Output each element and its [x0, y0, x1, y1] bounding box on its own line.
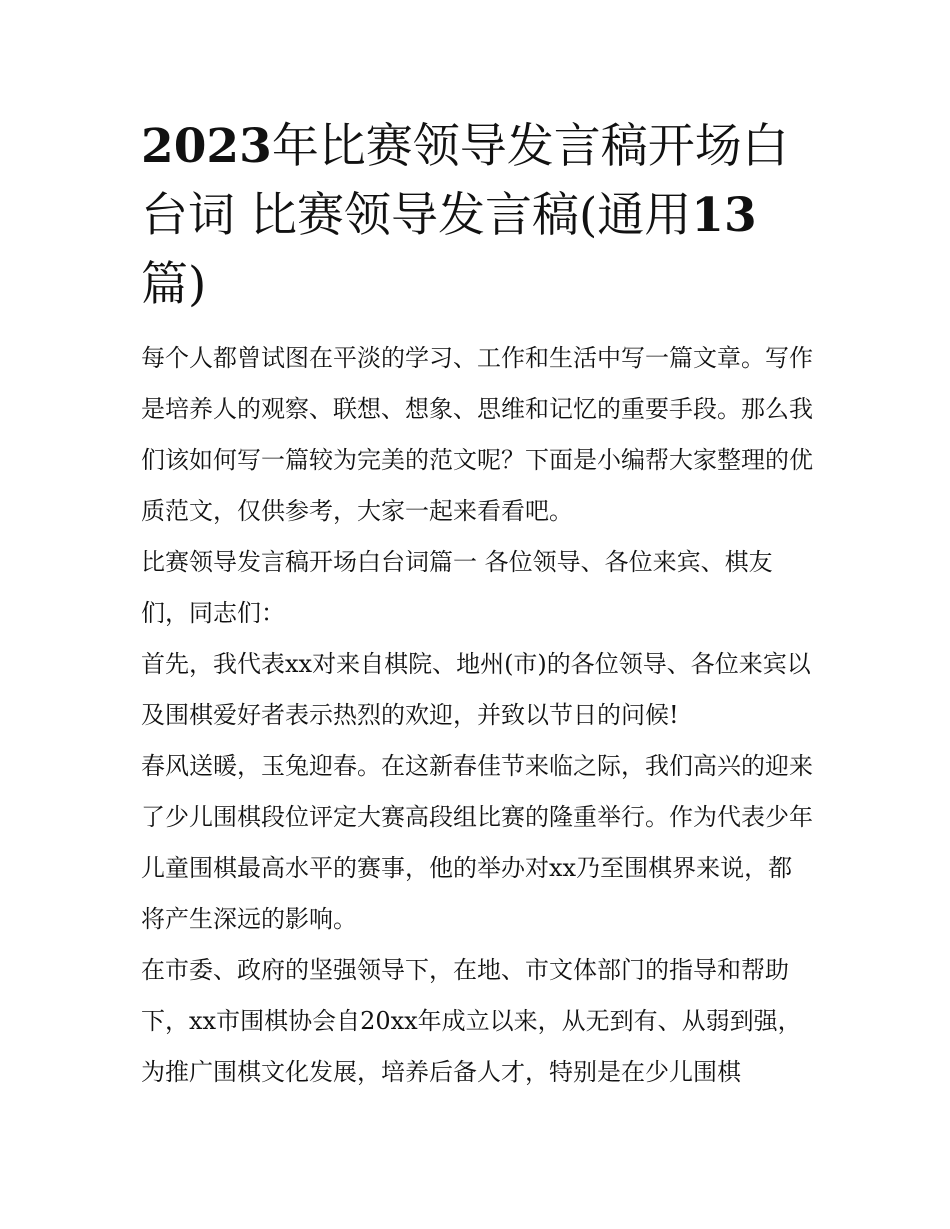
title-count: 13 — [691, 188, 757, 243]
paragraph-greeting: 比赛领导发言稿开场白台词篇一 各位领导、各位来宾、棋友们，同志们： — [141, 548, 773, 627]
title-line2-text: 台词 比赛领导发言稿(通用 — [141, 188, 692, 243]
title-line3-text: 篇) — [141, 257, 207, 312]
paragraph-intro: 每个人都曾试图在平淡的学习、工作和生活中写一篇文章。写作是培养人的观察、联想、想象、思维和记忆的重要手段。那么我们该如何写一篇较为完美的范文呢？下面是小编帮大家整理的优质范文，仅供参考，大家一起来看看吧。 — [141, 344, 813, 525]
paragraph-association: 在市委、政府的坚强领导下，在地、市文体部门的指导和帮助下，xx市围棋协会自20xx年成立以来，从无到有、从弱到强，为推广围棋文化发展，培养后备人才，特别是在少儿围棋 — [141, 956, 802, 1086]
title-year: 2023 — [141, 119, 272, 174]
document-title — [141, 112, 813, 319]
paragraph-spring: 春风送暖，玉兔迎春。在这新春佳节来临之际，我们高兴的迎来了少儿围棋段位评定大赛高段组比赛的隆重举行。作为代表少年儿童围棋最高水平的赛事，他的举办对xx乃至围棋界来说，都将产生深远的影响。 — [141, 752, 813, 933]
document-page — [141, 112, 813, 1098]
paragraph-welcome: 首先，我代表xx对来自棋院、地州(市)的各位领导、各位来宾以及围棋爱好者表示热烈的欢迎，并致以节日的问候! — [141, 650, 811, 729]
title-line1-text: 年比赛领导发言稿开场白 — [271, 119, 789, 174]
